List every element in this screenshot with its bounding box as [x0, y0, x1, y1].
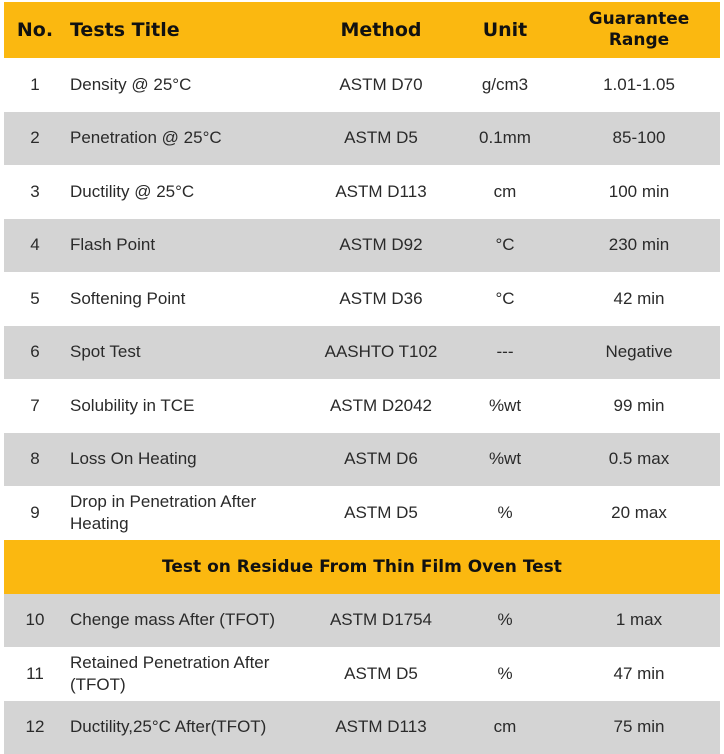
cell-guarantee-range: 1 max: [558, 594, 720, 648]
cell-method: ASTM D92: [310, 219, 452, 273]
table-row: [4, 433, 720, 487]
section-body: [4, 540, 720, 594]
cell-guarantee-range: Negative: [558, 326, 720, 380]
section-title: Test on Residue From Thin Film Oven Test: [4, 540, 720, 594]
cell-unit: cm: [452, 701, 558, 754]
cell-guarantee-range: 75 min: [558, 701, 720, 754]
cell-unit: %wt: [452, 379, 558, 433]
table-header-row: [4, 2, 720, 58]
cell-test-title: Solubility in TCE: [66, 379, 310, 433]
cell-unit: %wt: [452, 433, 558, 487]
specification-table: [4, 2, 720, 754]
cell-no: 8: [4, 433, 66, 487]
cell-guarantee-range: 20 max: [558, 486, 720, 540]
cell-unit: °C: [452, 219, 558, 273]
header-range-line1: Guarantee: [589, 9, 690, 29]
table-row: [4, 486, 720, 540]
cell-no: 3: [4, 165, 66, 219]
table-row: [4, 379, 720, 433]
cell-no: 4: [4, 219, 66, 273]
cell-unit: 0.1mm: [452, 112, 558, 166]
table-row: [4, 594, 720, 648]
cell-method: ASTM D6: [310, 433, 452, 487]
cell-unit: %: [452, 486, 558, 540]
cell-no: 6: [4, 326, 66, 380]
section-header-row: [4, 540, 720, 594]
cell-test-title: Penetration @ 25°C: [66, 112, 310, 166]
header-tests-title: Tests Title: [66, 2, 310, 58]
cell-method: ASTM D113: [310, 165, 452, 219]
cell-test-title: Density @ 25°C: [66, 58, 310, 112]
cell-no: 10: [4, 594, 66, 648]
tests-body: [4, 58, 720, 540]
cell-guarantee-range: 230 min: [558, 219, 720, 273]
table-row: [4, 112, 720, 166]
cell-test-title: Drop in Penetration After Heating: [66, 486, 310, 540]
cell-guarantee-range: 100 min: [558, 165, 720, 219]
header-method: Method: [310, 2, 452, 58]
cell-unit: ---: [452, 326, 558, 380]
table-row: [4, 701, 720, 754]
cell-no: 7: [4, 379, 66, 433]
cell-guarantee-range: 99 min: [558, 379, 720, 433]
cell-test-title: Ductility,25°C After(TFOT): [66, 701, 310, 754]
cell-unit: %: [452, 647, 558, 701]
cell-guarantee-range: 1.01-1.05: [558, 58, 720, 112]
cell-test-title: Loss On Heating: [66, 433, 310, 487]
cell-test-title: Retained Penetration After (TFOT): [66, 647, 310, 701]
cell-method: ASTM D2042: [310, 379, 452, 433]
cell-unit: cm: [452, 165, 558, 219]
cell-no: 1: [4, 58, 66, 112]
header-no: No.: [4, 2, 66, 58]
cell-no: 9: [4, 486, 66, 540]
cell-guarantee-range: 85-100: [558, 112, 720, 166]
cell-guarantee-range: 42 min: [558, 272, 720, 326]
cell-test-title: Chenge mass After (TFOT): [66, 594, 310, 648]
cell-method: ASTM D70: [310, 58, 452, 112]
cell-unit: °C: [452, 272, 558, 326]
cell-method: ASTM D5: [310, 647, 452, 701]
table-row: [4, 165, 720, 219]
cell-no: 12: [4, 701, 66, 754]
cell-guarantee-range: 0.5 max: [558, 433, 720, 487]
header-guarantee-range: [558, 2, 720, 58]
cell-no: 5: [4, 272, 66, 326]
cell-test-title: Spot Test: [66, 326, 310, 380]
cell-guarantee-range: 47 min: [558, 647, 720, 701]
cell-test-title: Ductility @ 25°C: [66, 165, 310, 219]
cell-method: ASTM D5: [310, 112, 452, 166]
table-row: [4, 326, 720, 380]
table-row: [4, 647, 720, 701]
header-unit: Unit: [452, 2, 558, 58]
table-row: [4, 58, 720, 112]
header-range-line2: Range: [609, 30, 669, 50]
cell-method: ASTM D36: [310, 272, 452, 326]
cell-test-title: Softening Point: [66, 272, 310, 326]
cell-unit: g/cm3: [452, 58, 558, 112]
table-row: [4, 219, 720, 273]
cell-method: ASTM D113: [310, 701, 452, 754]
cell-unit: %: [452, 594, 558, 648]
cell-method: ASTM D1754: [310, 594, 452, 648]
cell-method: AASHTO T102: [310, 326, 452, 380]
table-row: [4, 272, 720, 326]
cell-method: ASTM D5: [310, 486, 452, 540]
cell-no: 2: [4, 112, 66, 166]
residue-tests-body: [4, 594, 720, 754]
cell-no: 11: [4, 647, 66, 701]
cell-test-title: Flash Point: [66, 219, 310, 273]
